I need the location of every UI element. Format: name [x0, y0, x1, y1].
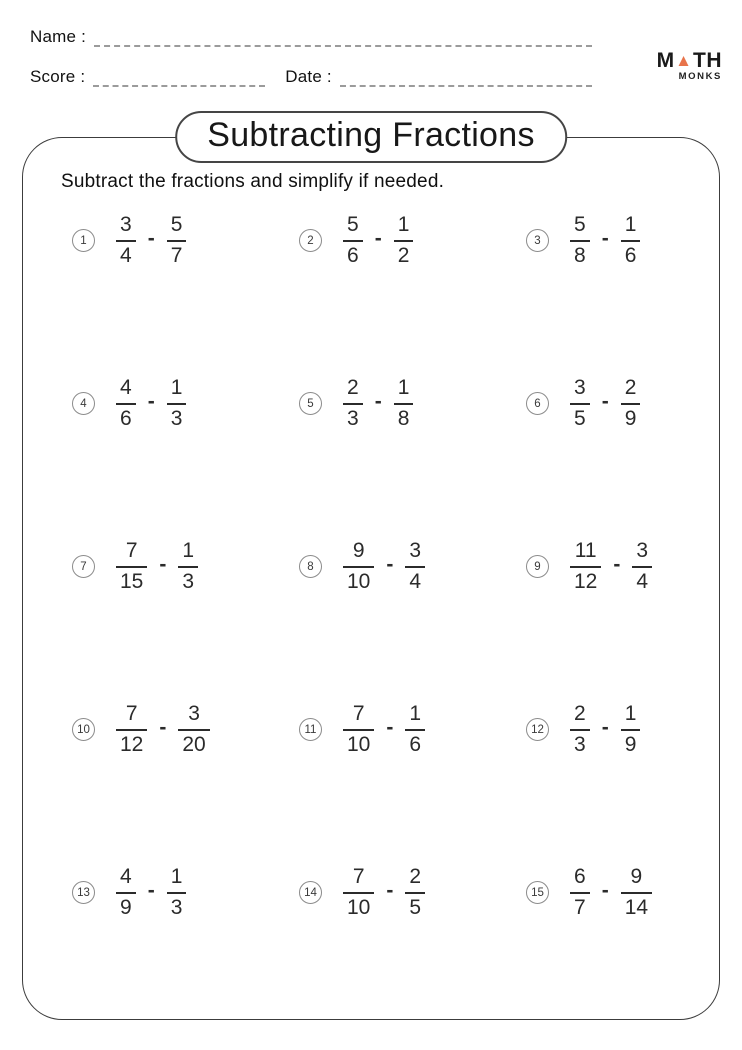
fraction-denominator: 7 — [170, 243, 183, 267]
fraction-numerator: 3 — [116, 213, 136, 241]
math-monks-logo — [657, 50, 722, 82]
fraction-subtrahend — [621, 702, 641, 756]
fraction-denominator: 6 — [409, 732, 422, 756]
fraction-denominator: 12 — [120, 732, 144, 756]
fraction-subtrahend — [167, 376, 187, 430]
fraction-numerator: 6 — [570, 865, 590, 893]
fraction-denominator: 3 — [574, 732, 586, 756]
problem-number-badge: 11 — [299, 718, 322, 741]
fraction-numerator: 11 — [570, 539, 601, 567]
fraction-denominator: 9 — [120, 895, 132, 919]
logo-text-m: M — [656, 49, 675, 72]
fraction-numerator: 7 — [343, 865, 374, 893]
minus-operator: - — [374, 226, 382, 250]
minus-operator: - — [386, 878, 394, 902]
date-input-line[interactable] — [340, 83, 592, 87]
fraction-minuend — [116, 539, 147, 593]
fraction-denominator: 9 — [624, 406, 637, 430]
problem-item-4 — [72, 376, 299, 430]
problem-item-8 — [299, 539, 526, 593]
fraction-numerator: 3 — [570, 376, 590, 404]
fraction-denominator: 4 — [409, 569, 422, 593]
fraction-subtrahend — [405, 539, 425, 593]
minus-operator: - — [386, 552, 394, 576]
fraction-minuend — [343, 865, 374, 919]
fraction-subtrahend — [405, 702, 425, 756]
fraction-subtrahend — [178, 539, 198, 593]
fraction-subtrahend — [394, 213, 414, 267]
problem-item-10 — [72, 702, 299, 756]
fraction-numerator: 1 — [178, 539, 198, 567]
score-input-line[interactable] — [93, 83, 265, 87]
minus-operator: - — [601, 878, 609, 902]
fraction-minuend — [116, 702, 147, 756]
fraction-denominator: 3 — [170, 406, 183, 430]
problems-grid — [72, 159, 742, 974]
fraction-denominator: 4 — [120, 243, 132, 267]
minus-operator: - — [386, 715, 394, 739]
fraction-denominator: 5 — [409, 895, 422, 919]
logo-triangle-icon: ▲ — [675, 51, 693, 70]
fraction-denominator: 7 — [574, 895, 586, 919]
fraction-denominator: 9 — [624, 732, 637, 756]
fraction-numerator: 7 — [116, 702, 147, 730]
minus-operator: - — [613, 552, 621, 576]
problem-number-badge: 15 — [526, 881, 549, 904]
fraction-numerator: 1 — [621, 702, 641, 730]
problem-item-1 — [72, 213, 299, 267]
fraction-denominator: 12 — [574, 569, 598, 593]
fraction-numerator: 5 — [167, 213, 187, 241]
fraction-denominator: 10 — [347, 732, 371, 756]
fraction-subtrahend — [621, 213, 641, 267]
fraction-denominator: 15 — [120, 569, 144, 593]
problem-number-badge: 1 — [72, 229, 95, 252]
fraction-denominator: 8 — [574, 243, 586, 267]
problem-item-2 — [299, 213, 526, 267]
fraction-numerator: 9 — [621, 865, 652, 893]
fraction-denominator: 3 — [347, 406, 359, 430]
fraction-minuend — [116, 376, 136, 430]
minus-operator: - — [601, 715, 609, 739]
problem-item-14 — [299, 865, 526, 919]
problem-number-badge: 7 — [72, 555, 95, 578]
problem-item-9 — [526, 539, 742, 593]
fraction-subtrahend — [405, 865, 425, 919]
logo-wordmark — [657, 50, 722, 71]
problem-number-badge: 12 — [526, 718, 549, 741]
fraction-minuend — [116, 865, 136, 919]
fraction-denominator: 3 — [170, 895, 183, 919]
fraction-numerator: 7 — [116, 539, 147, 567]
fraction-denominator: 8 — [397, 406, 410, 430]
fraction-numerator: 3 — [405, 539, 425, 567]
fraction-denominator: 5 — [574, 406, 586, 430]
problem-number-badge: 2 — [299, 229, 322, 252]
fraction-subtrahend — [178, 702, 209, 756]
problem-item-11 — [299, 702, 526, 756]
fraction-minuend — [343, 539, 374, 593]
fraction-numerator: 7 — [343, 702, 374, 730]
fraction-numerator: 2 — [570, 702, 590, 730]
fraction-denominator: 4 — [636, 569, 649, 593]
fraction-numerator: 1 — [394, 213, 414, 241]
problem-number-badge: 6 — [526, 392, 549, 415]
fraction-minuend — [570, 865, 590, 919]
score-label: Score : — [30, 67, 86, 86]
problem-item-12 — [526, 702, 742, 756]
date-label: Date : — [285, 67, 332, 86]
name-label: Name : — [30, 27, 86, 46]
minus-operator: - — [601, 389, 609, 413]
problem-item-7 — [72, 539, 299, 593]
name-field-row — [30, 28, 592, 47]
fraction-numerator: 9 — [343, 539, 374, 567]
logo-subtitle: MONKS — [678, 71, 722, 82]
problem-number-badge: 5 — [299, 392, 322, 415]
fraction-minuend — [570, 213, 590, 267]
fraction-numerator: 5 — [570, 213, 590, 241]
problem-number-badge: 13 — [72, 881, 95, 904]
minus-operator: - — [601, 226, 609, 250]
fraction-denominator: 3 — [182, 569, 195, 593]
problem-item-13 — [72, 865, 299, 919]
minus-operator: - — [159, 552, 167, 576]
fraction-numerator: 1 — [621, 213, 641, 241]
name-input-line[interactable] — [94, 43, 592, 47]
fraction-minuend — [343, 213, 363, 267]
fraction-numerator: 2 — [343, 376, 363, 404]
fraction-minuend — [570, 702, 590, 756]
minus-operator: - — [374, 389, 382, 413]
fraction-minuend — [343, 376, 363, 430]
fraction-numerator: 2 — [621, 376, 641, 404]
page-title — [175, 111, 567, 163]
fraction-minuend — [570, 376, 590, 430]
fraction-numerator: 4 — [116, 865, 136, 893]
fraction-subtrahend — [632, 539, 652, 593]
minus-operator: - — [147, 226, 155, 250]
fraction-numerator: 3 — [632, 539, 652, 567]
fraction-numerator: 3 — [178, 702, 209, 730]
fraction-subtrahend — [394, 376, 414, 430]
problem-number-badge: 3 — [526, 229, 549, 252]
fraction-numerator: 1 — [394, 376, 414, 404]
fraction-denominator: 6 — [120, 406, 132, 430]
problem-number-badge: 9 — [526, 555, 549, 578]
fraction-minuend — [116, 213, 136, 267]
score-date-field-row — [30, 68, 592, 87]
fraction-denominator: 6 — [624, 243, 637, 267]
problem-number-badge: 14 — [299, 881, 322, 904]
problem-item-6 — [526, 376, 742, 430]
problem-number-badge: 8 — [299, 555, 322, 578]
page-title-text: Subtracting Fractions — [207, 116, 535, 154]
fraction-denominator: 14 — [624, 895, 649, 919]
fraction-numerator: 2 — [405, 865, 425, 893]
fraction-denominator: 10 — [347, 895, 371, 919]
fraction-subtrahend — [621, 376, 641, 430]
fraction-numerator: 4 — [116, 376, 136, 404]
problem-item-15 — [526, 865, 742, 919]
minus-operator: - — [159, 715, 167, 739]
fraction-numerator: 5 — [343, 213, 363, 241]
fraction-denominator: 20 — [182, 732, 206, 756]
minus-operator: - — [147, 878, 155, 902]
fraction-minuend — [570, 539, 601, 593]
minus-operator: - — [147, 389, 155, 413]
logo-text-th: TH — [693, 49, 722, 72]
fraction-numerator: 1 — [167, 865, 187, 893]
fraction-denominator: 10 — [347, 569, 371, 593]
fraction-subtrahend — [167, 213, 187, 267]
problem-number-badge: 4 — [72, 392, 95, 415]
fraction-denominator: 6 — [347, 243, 359, 267]
problem-number-badge: 10 — [72, 718, 95, 741]
instruction-text: Subtract the fractions and simplify if needed. — [61, 171, 445, 192]
fraction-subtrahend — [621, 865, 652, 919]
fraction-minuend — [343, 702, 374, 756]
fraction-numerator: 1 — [405, 702, 425, 730]
worksheet-border — [22, 116, 720, 1020]
fraction-denominator: 2 — [397, 243, 410, 267]
problem-item-5 — [299, 376, 526, 430]
fraction-numerator: 1 — [167, 376, 187, 404]
fraction-subtrahend — [167, 865, 187, 919]
problem-item-3 — [526, 213, 742, 267]
